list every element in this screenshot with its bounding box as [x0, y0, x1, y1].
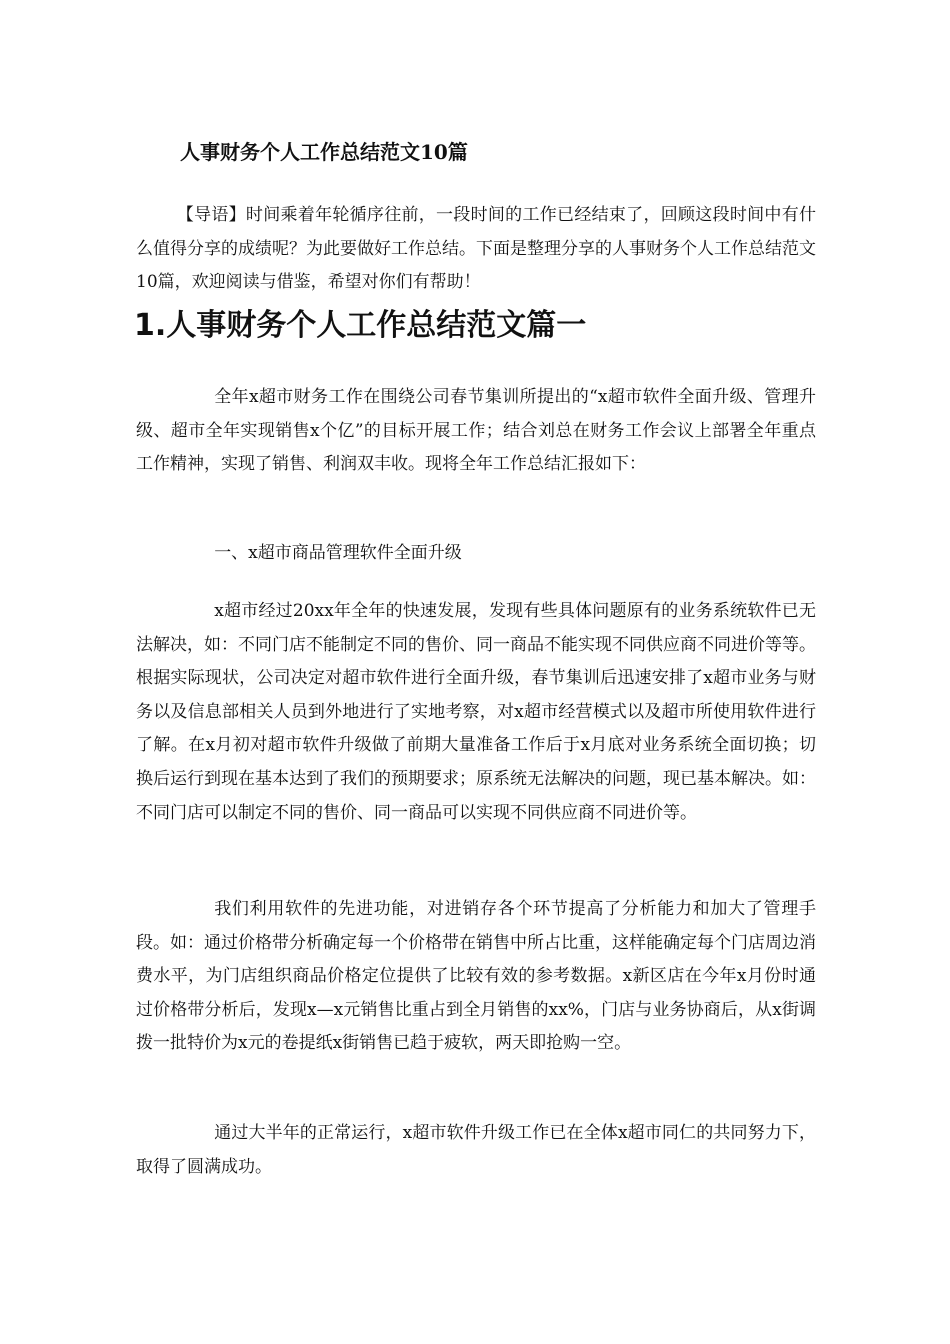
section-heading: 1.人事财务个人工作总结范文篇一 — [134, 308, 587, 343]
body-paragraph-4: 通过大半年的正常运行，x超市软件升级工作已在全体x超市同仁的共同努力下，取得了圆满成功。 — [136, 1123, 816, 1177]
body-paragraph-3: 我们利用软件的先进功能，对进销存各个环节提高了分析能力和加大了管理手段。如：通过价格带分析确定每一个价格带在销售中所占比重，这样能确定每个门店周边消费水平，为门店组织商品价格定位提供了比较有效的参考数据。x新区店在今年x月份时通过价格带分析后，发现x—x元销售比重占到全月销售的xx%，门店与业务协商后，从x街调拨一批特价为x元的卷提纸x街销售已趋于疲软，两天即抢购一空。 — [136, 899, 816, 1054]
body-paragraph-1: 全年x超市财务工作在围绕公司春节集训所提出的“x超市软件全面升级、管理升级、超市全年实现销售x个亿”的目标开展工作；结合刘总在财务工作会议上部署全年重点工作精神，实现了销售、利润双丰收。现将全年工作总结汇报如下： — [136, 387, 816, 475]
subsection-heading: 一、x超市商品管理软件全面升级 — [214, 543, 462, 563]
intro-paragraph: 【导语】时间乘着年轮循序往前，一段时间的工作已经结束了，回顾这段时间中有什么值得分享的成绩呢？为此要做好工作总结。下面是整理分享的人事财务个人工作总结范文10篇，欢迎阅读与借鉴，希望对你们有帮助！ — [136, 205, 816, 293]
document-title: 人事财务个人工作总结范文10篇 — [180, 140, 468, 164]
body-paragraph-2: x超市经过20xx年全年的快速发展，发现有些具体问题原有的业务系统软件已无法解决，如：不同门店不能制定不同的售价、同一商品不能实现不同供应商不同进价等等。根据实际现状，公司决定对超市软件进行全面升级，春节集训后迅速安排了x超市业务与财务以及信息部相关人员到外地进行了实地考察，对x超市经营模式以及超市所使用软件进行了解。在x月初对超市软件升级做了前期大量准备工作后于x月底对业务系统全面切换；切换后运行到现在基本达到了我们的预期要求；原系统无法解决的问题，现已基本解决。如：不同门店可以制定不同的售价、同一商品可以实现不同供应商不同进价等。 — [136, 601, 816, 823]
